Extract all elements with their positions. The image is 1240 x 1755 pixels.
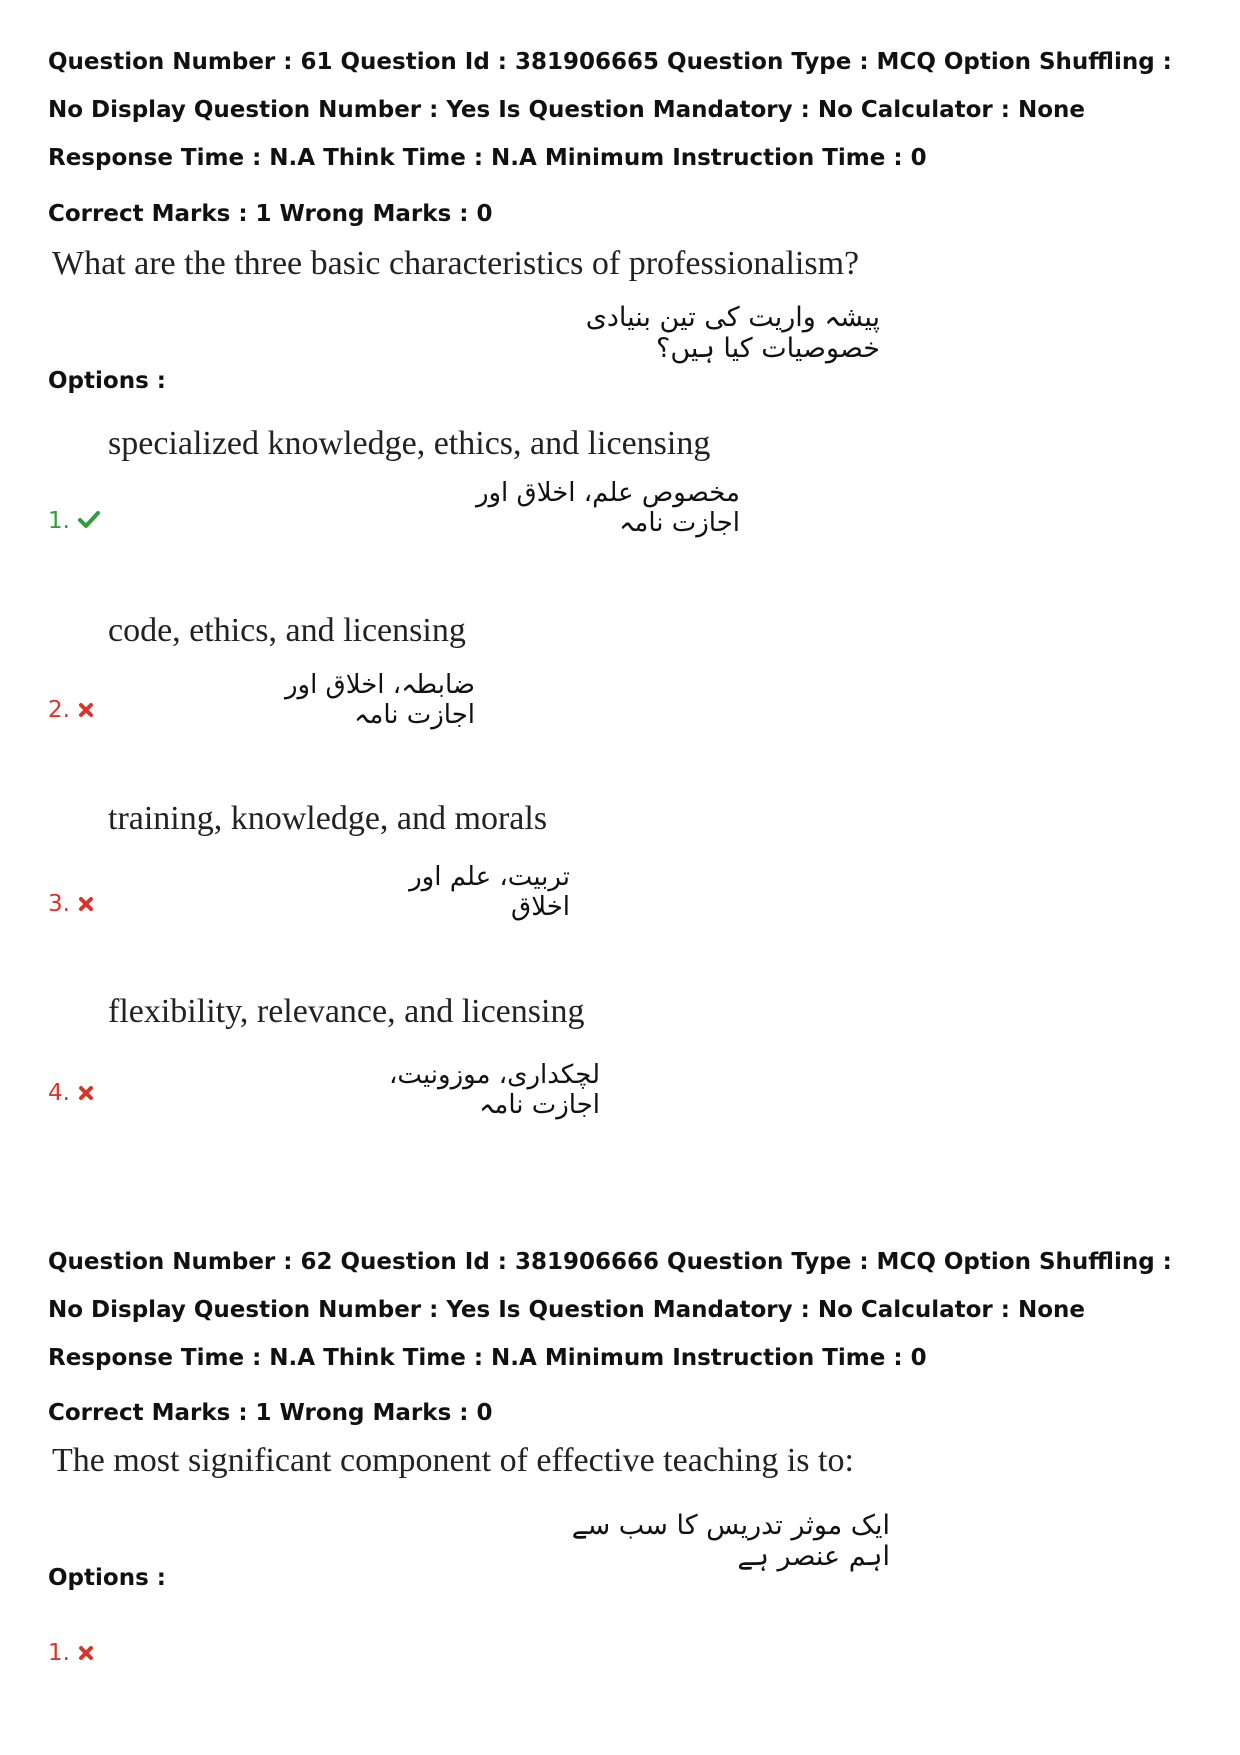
cross-icon (78, 1641, 94, 1667)
option-number: 1. (48, 1640, 70, 1666)
q61-option-4-marker (48, 1080, 94, 1107)
check-icon (78, 509, 100, 535)
q61-option-2-text-en: code, ethics, and licensing (108, 612, 466, 649)
question-62-options-label: Options : (48, 1565, 166, 1591)
question-61-meta: Question Number : 61 Question Id : 381906665 Question Type : MCQ Option Shuffling : No Display Question Number : Yes Is Question Mandatory : No Calculator : None Response Time : N.A Think Time : N.A Minimum Instruction Time : 0 (48, 49, 1172, 171)
question-62-meta: Question Number : 62 Question Id : 381906666 Question Type : MCQ Option Shuffling : No Display Question Number : Yes Is Question Mandatory : No Calculator : None Response Time : N.A Think Time : N.A Minimum Instruction Time : 0 (48, 1249, 1172, 1371)
question-62-marks: Correct Marks : 1 Wrong Marks : 0 (48, 1400, 493, 1426)
cross-icon (78, 892, 94, 918)
q61-option-3-text-ur: تربیت، علم اور اخلاق (409, 862, 570, 922)
option-number: 2. (48, 697, 70, 723)
cross-icon (78, 698, 94, 724)
q61-option-4-text-ur: لچکداری، موزونیت، اجازت نامہ (389, 1060, 600, 1120)
question-62-text-en: The most significant component of effective teaching is to: (52, 1442, 854, 1479)
q61-option-1-marker (48, 508, 100, 535)
q61-option-2-text-ur: ضابطہ، اخلاق اور اجازت نامہ (284, 670, 475, 730)
q61-option-4-text-en: flexibility, relevance, and licensing (108, 993, 585, 1030)
option-number: 3. (48, 891, 70, 917)
question-61-text-ur: پیشہ واریت کی تین بنیادی خصوصیات کیا ہیں؟ (585, 302, 880, 364)
option-number: 1. (48, 508, 70, 534)
q61-option-3-marker (48, 891, 94, 918)
q61-option-1-text-en: specialized knowledge, ethics, and licensing (108, 425, 711, 462)
q61-option-2-marker (48, 697, 94, 724)
question-61-text-en: What are the three basic characteristics of professionalism? (52, 245, 860, 282)
question-61-marks: Correct Marks : 1 Wrong Marks : 0 (48, 201, 493, 227)
q61-option-3-text-en: training, knowledge, and morals (108, 800, 548, 837)
question-62-text-ur: ایک موثر تدریس کا سب سے اہم عنصر ہے (571, 1510, 890, 1572)
q61-option-1-text-ur: مخصوص علم، اخلاق اور اجازت نامہ (475, 478, 740, 538)
question-61-options-label: Options : (48, 368, 166, 394)
cross-icon (78, 1081, 94, 1107)
q62-option-1-marker (48, 1640, 94, 1667)
option-number: 4. (48, 1080, 70, 1106)
